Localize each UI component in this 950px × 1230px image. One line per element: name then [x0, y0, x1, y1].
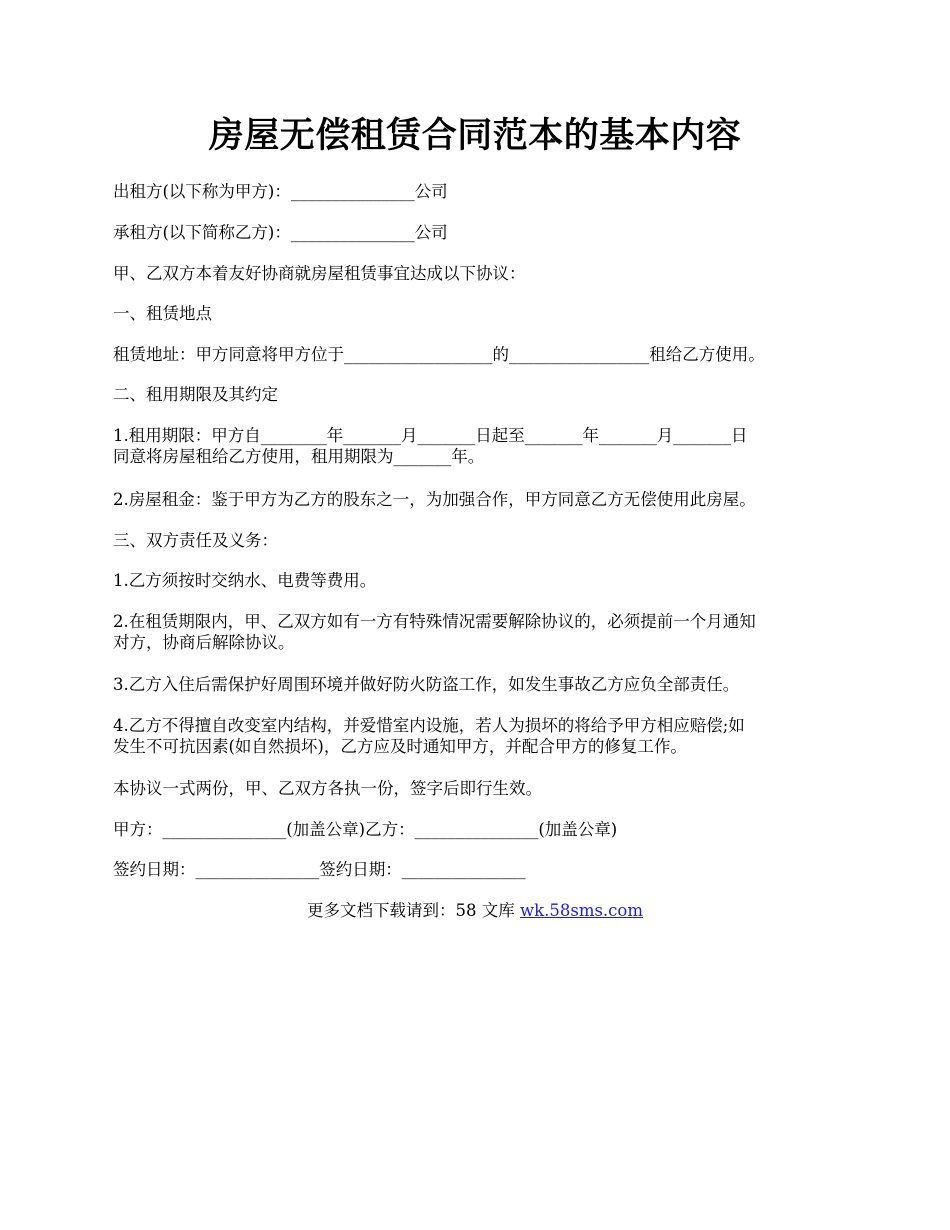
paragraph-line: 2.房屋租金：鉴于甲方为乙方的股东之一，为加强合作，甲方同意乙方无偿使用此房屋。: [113, 490, 756, 509]
paragraph-line: 本协议一式两份，甲、乙双方各执一份，签字后即行生效。: [113, 779, 542, 798]
paragraph-line: 1.乙方须按时交纳水、电费等费用。: [113, 571, 377, 590]
paragraph-line: 对方，协商后解除协议。: [113, 633, 295, 652]
paragraph-lessee: [113, 222, 843, 243]
signature-dates: [113, 859, 843, 880]
section-heading-term: [113, 384, 843, 405]
paragraph-line: 出租方(以下称为甲方)：_______________公司: [113, 182, 448, 201]
paragraph-line: 承租方(以下简称乙方)：_______________公司: [113, 223, 448, 242]
paragraph-duty-4: [113, 715, 843, 757]
paragraph-term: [113, 425, 843, 467]
paragraph-duty-3: [113, 674, 843, 695]
section-heading-location: [113, 303, 843, 324]
paragraph-duty-1: [113, 570, 843, 591]
paragraph-line: 甲、乙双方本着友好协商就房屋租赁事宜达成以下协议：: [113, 264, 526, 283]
paragraph-line: 发生不可抗因素(如自然损坏)，乙方应及时通知甲方，并配合甲方的修复工作。: [113, 737, 687, 756]
paragraph-line: 甲方：_______________(加盖公章)乙方：_______________(加盖公章): [113, 820, 618, 839]
paragraph-effect: [113, 778, 843, 799]
paragraph-address: [113, 344, 843, 365]
paragraph-lessor: [113, 181, 843, 202]
footer-link[interactable]: wk.58sms.com: [519, 901, 643, 920]
paragraph-line: 同意将房屋租给乙方使用，租用期限为_______年。: [113, 447, 485, 466]
footer-download-note: [0, 900, 950, 922]
paragraph-line: 1.租用期限：甲方自________年_______月_______日起至_______年_______月_______日: [113, 426, 748, 445]
paragraph-line: 4.乙方不得擅自改变室内结构，并爱惜室内设施，若人为损坏的将给予甲方相应赔偿;如: [113, 716, 745, 735]
paragraph-line: 租赁地址：甲方同意将甲方位于__________________的_________________租给乙方使用。: [113, 345, 765, 364]
document-title: 房屋无偿租赁合同范本的基本内容: [208, 116, 742, 156]
signature-parties: [113, 819, 843, 840]
paragraph-line: 三、双方责任及义务：: [113, 531, 278, 550]
paragraph-duty-2: [113, 611, 843, 653]
paragraph-line: 3.乙方入住后需保护好周围环境并做好防火防盗工作，如发生事故乙方应负全部责任。: [113, 675, 740, 694]
paragraph-rent: [113, 489, 843, 510]
paragraph-line: 一、租赁地点: [113, 304, 212, 323]
paragraph-line: 二、租用期限及其约定: [113, 385, 278, 404]
paragraph-line: 签约日期：_______________签约日期：_______________: [113, 860, 526, 879]
paragraph-agreement-intro: [113, 263, 843, 284]
section-heading-duties: [113, 530, 843, 551]
paragraph-line: 2.在租赁期限内，甲、乙双方如有一方有特殊情况需要解除协议的，必须提前一个月通知: [113, 612, 756, 631]
footer-text: 更多文档下载请到：58 文库: [306, 901, 520, 920]
